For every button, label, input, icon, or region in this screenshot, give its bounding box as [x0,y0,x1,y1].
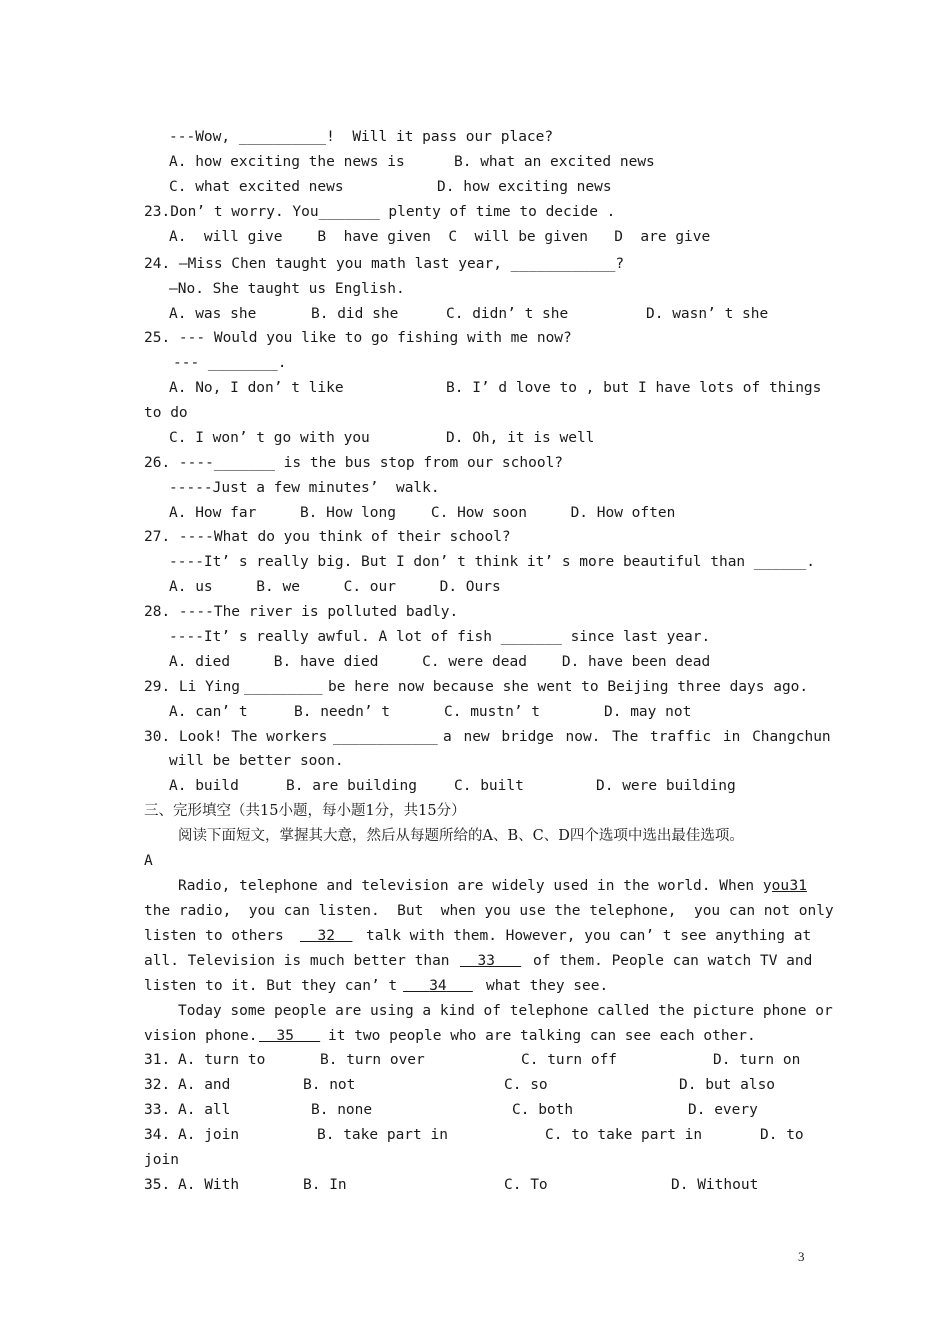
cloze-34-option-c: C. to take part in [545,1127,703,1143]
q29-stem-end: be here now because she went to Beijing three days ago. [328,679,809,695]
q25-option-b: B. I’ d love to , but I have lots of things [446,380,822,396]
passage-line-3-end: talk with them. However, you can’ t see anything at [366,928,812,944]
cloze-32-option-d: D. but also [679,1077,776,1093]
blank-33-number: 33 [477,953,495,969]
blank-31 [772,876,807,896]
blank-34 [403,976,473,996]
passage-line-2: the radio, you can listen. But when you use the telephone, you can not only [144,903,834,919]
q30-option-d: D. were building [596,778,736,794]
q24-option-a: A. was she [169,306,257,322]
cloze-33-number: 33. [144,1102,171,1118]
cloze-34-option-a: A. join [178,1127,240,1143]
cloze-31-option-b: B. turn over [320,1052,425,1068]
q30-stem-continued: will be better soon. [169,753,344,769]
cloze-35-number: 35. [144,1177,171,1193]
q22-option-c: C. what excited news [169,179,344,195]
blank-31-number: 31 [789,878,807,894]
cloze-31-number: 31. [144,1052,171,1068]
q30-stem-start: 30. Look! The workers [144,729,328,745]
q22-reply: ---Wow, __________! Will it pass our place? [169,129,554,145]
q28-reply: ----It’ s really awful. A lot of fish _______ since last year. [169,629,711,645]
cloze-33-option-a: A. all [178,1102,231,1118]
q30-option-b: B. are building [286,778,417,794]
q24-stem: 24. —Miss Chen taught you math last year, ____________? [144,256,625,272]
q26-reply: -----Just a few minutes’ walk. [169,480,440,496]
passage-line-7-end: it two people who are talking can see each other. [328,1028,756,1044]
cloze-35-option-d: D. Without [671,1177,759,1193]
passage-line-5-end: what they see. [486,978,609,994]
q24-option-d: D. wasn’ t she [646,306,769,322]
cloze-35-option-c: C. To [504,1177,548,1193]
q29-option-b: B. needn’ t [294,704,391,720]
q23-options: A. will give B have given C will be given D are give [169,229,711,245]
q23-stem: 23.Don’ t worry. You_______ plenty of time to decide . [144,204,616,220]
q30-option-c: C. built [454,778,524,794]
q25-reply: --- ________. [173,355,287,371]
q29-option-a: A. can’ t [169,704,248,720]
cloze-35-option-a: A. With [178,1177,240,1193]
passage-line-4-end: of them. People can watch TV and [533,953,813,969]
q27-reply: ----It’ s really big. But I don’ t think it’ s more beautiful than ______. [169,554,816,570]
passage-line-7-start: vision phone. [144,1028,258,1044]
passage-line-1: Radio, telephone and television are widely used in the world. When you [178,878,790,894]
q25-stem: 25. --- Would you like to go fishing with me now? [144,330,572,346]
blank-35 [259,1026,320,1046]
cloze-31-option-d: D. turn on [713,1052,801,1068]
blank-32 [300,926,352,946]
blank-35-number: 35 [276,1028,294,1044]
q29-option-c: C. mustn’ t [444,704,541,720]
cloze-33-option-b: B. none [311,1102,373,1118]
cloze-34-option-d: D. to [760,1127,804,1143]
blank-32-number: 32 [317,928,335,944]
passage-line-3-start: listen to others [144,928,284,944]
passage-label: A [144,853,153,869]
cloze-33-option-d: D. every [688,1102,758,1118]
blank-34-number: 34 [429,978,447,994]
blank-33 [460,951,521,971]
cloze-34-option-b: B. take part in [317,1127,448,1143]
cloze-35-option-b: B. In [303,1177,347,1193]
passage-line-5-start: listen to it. But they can’ t [144,978,398,994]
q30-option-a: A. build [169,778,239,794]
section-instruction: 阅读下面短文，掌握其大意，然后从每题所给的A、B、C、D四个选项中选出最佳选项。 [178,828,744,844]
q22-option-d: D. how exciting news [437,179,612,195]
q25-option-d: D. Oh, it is well [446,430,595,446]
cloze-32-option-b: B. not [303,1077,356,1093]
q22-option-a: A. how exciting the news is [169,154,405,170]
q30-stem-end: a new bridge now. The traffic in Changchun [443,729,831,745]
section-heading: 三、完形填空（共15小题，每小题1分，共15分） [144,803,466,819]
cloze-33-option-c: C. both [512,1102,574,1118]
passage-line-4-start: all. Television is much better than [144,953,450,969]
q26-options: A. How far B. How long C. How soon D. How often [169,505,676,521]
q24-reply: —No. She taught us English. [169,281,405,297]
cloze-34-number: 34. [144,1127,171,1143]
cloze-31-option-c: C. turn off [521,1052,618,1068]
q29-blank: _________ [244,679,323,695]
q29-stem-start: 29. Li Ying [144,679,241,695]
q25-option-c: C. I won’ t go with you [169,430,370,446]
q25-option-a: A. No, I don’ t like [169,380,344,396]
q30-blank: ____________ [333,729,438,745]
q27-options: A. us B. we C. our D. Ours [169,579,501,595]
q28-stem: 28. ----The river is polluted badly. [144,604,459,620]
cloze-32-option-c: C. so [504,1077,548,1093]
q29-option-d: D. may not [604,704,692,720]
q22-option-b: B. what an excited news [454,154,655,170]
q28-options: A. died B. have died C. were dead D. have been dead [169,654,711,670]
q25-option-b-continued: to do [144,405,188,421]
cloze-32-number: 32. [144,1077,171,1093]
passage-line-6: Today some people are using a kind of telephone called the picture phone or [178,1003,833,1019]
cloze-31-option-a: A. turn to [178,1052,266,1068]
q26-stem: 26. ----_______ is the bus stop from our school? [144,455,564,471]
q24-option-b: B. did she [311,306,399,322]
cloze-34-option-d-continued: join [144,1152,179,1168]
page-number: 3 [798,1249,805,1264]
cloze-32-option-a: A. and [178,1077,231,1093]
q24-option-c: C. didn’ t she [446,306,569,322]
q27-stem: 27. ----What do you think of their school? [144,529,511,545]
